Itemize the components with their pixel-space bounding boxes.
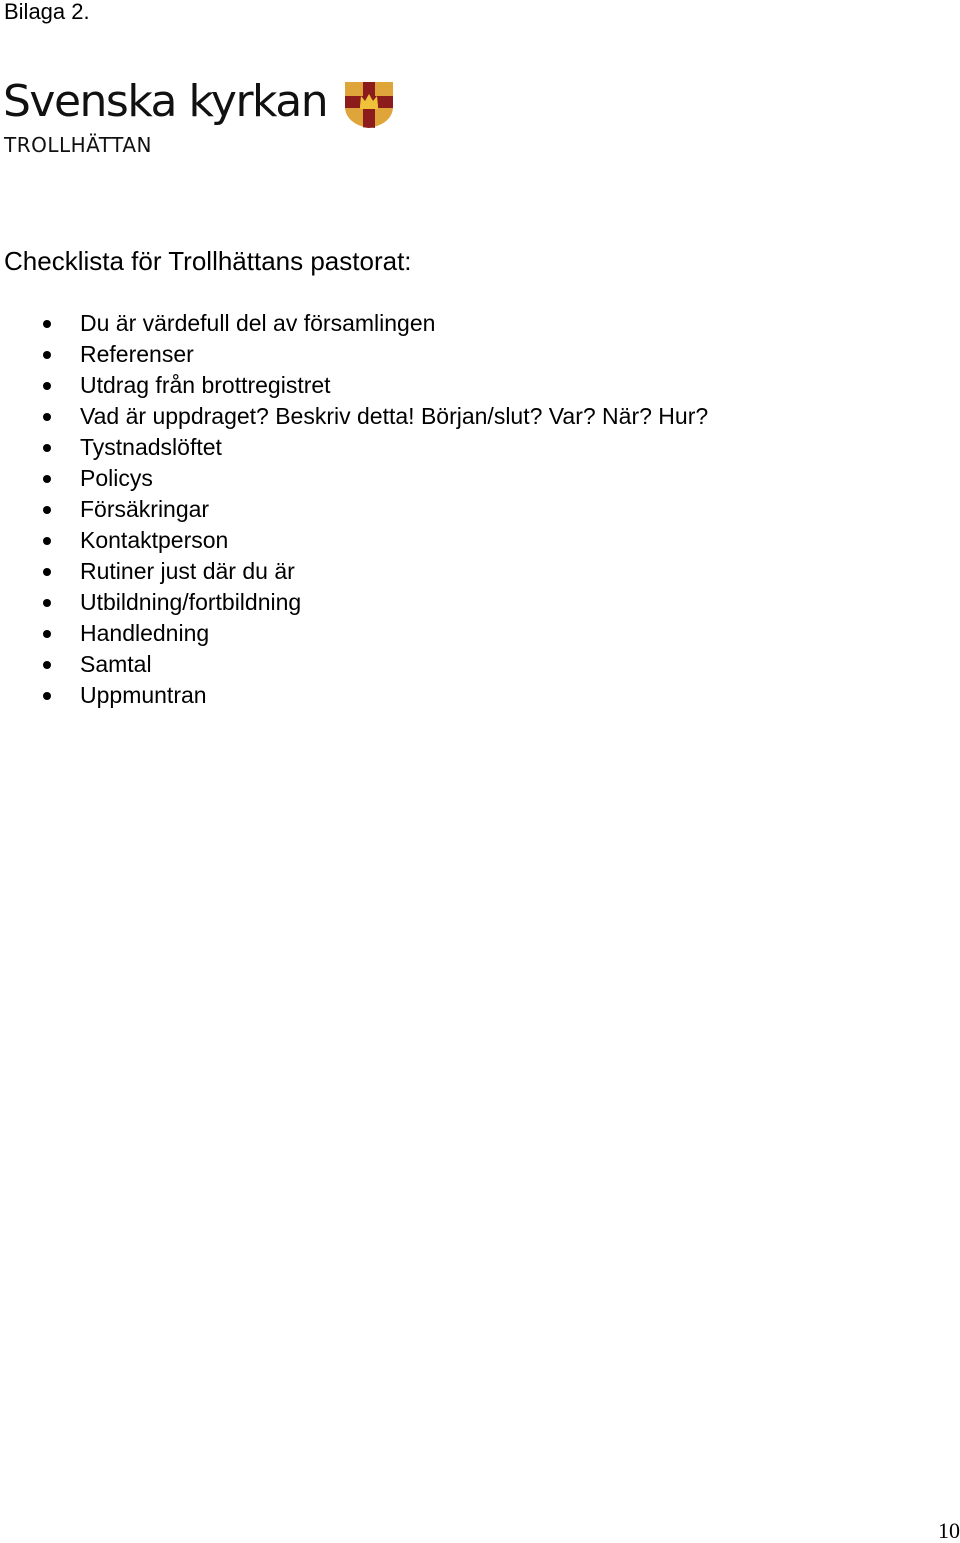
bullet-icon: [43, 351, 51, 359]
list-item-text: Tystnadslöftet: [80, 434, 222, 460]
bullet-icon: [43, 692, 51, 700]
bullet-icon: [43, 506, 51, 514]
list-item-text: Referenser: [80, 341, 194, 367]
bullet-icon: [43, 661, 51, 669]
list-item-text: Samtal: [80, 651, 152, 677]
bullet-icon: [43, 413, 51, 421]
list-item-text: Rutiner just där du är: [80, 558, 295, 584]
attachment-label: Bilaga 2.: [4, 0, 90, 24]
bullet-icon: [43, 630, 51, 638]
checklist-title: Checklista för Trollhättans pastorat:: [4, 246, 412, 276]
bullet-icon: [43, 475, 51, 483]
bullet-icon: [43, 320, 51, 328]
list-item-text: Uppmuntran: [80, 682, 207, 708]
logo-wordmark: Svenska kyrkan: [3, 76, 328, 127]
list-item-text: Utbildning/fortbildning: [80, 589, 302, 615]
page-number: 10: [938, 1518, 960, 1543]
bullet-icon: [43, 444, 51, 452]
list-item-text: Utdrag från brottregistret: [80, 372, 331, 398]
svenska-kyrkan-logo: [3, 76, 395, 160]
list-item-text: Handledning: [80, 620, 210, 646]
bullet-icon: [43, 568, 51, 576]
logo-subtitle: TROLLHÄTTAN: [4, 133, 152, 157]
list-item-text: Du är värdefull del av församlingen: [80, 310, 436, 336]
list-item-text: Kontaktperson: [80, 527, 229, 553]
bullet-icon: [43, 537, 51, 545]
list-item-text: Försäkringar: [80, 496, 210, 522]
bullet-icon: [43, 382, 51, 390]
bullet-icon: [43, 599, 51, 607]
list-item-text: Policys: [80, 465, 153, 491]
church-shield-icon: [345, 82, 393, 128]
list-item-text: Vad är uppdraget? Beskriv detta! Början/slut? Var? När? Hur?: [80, 403, 709, 429]
